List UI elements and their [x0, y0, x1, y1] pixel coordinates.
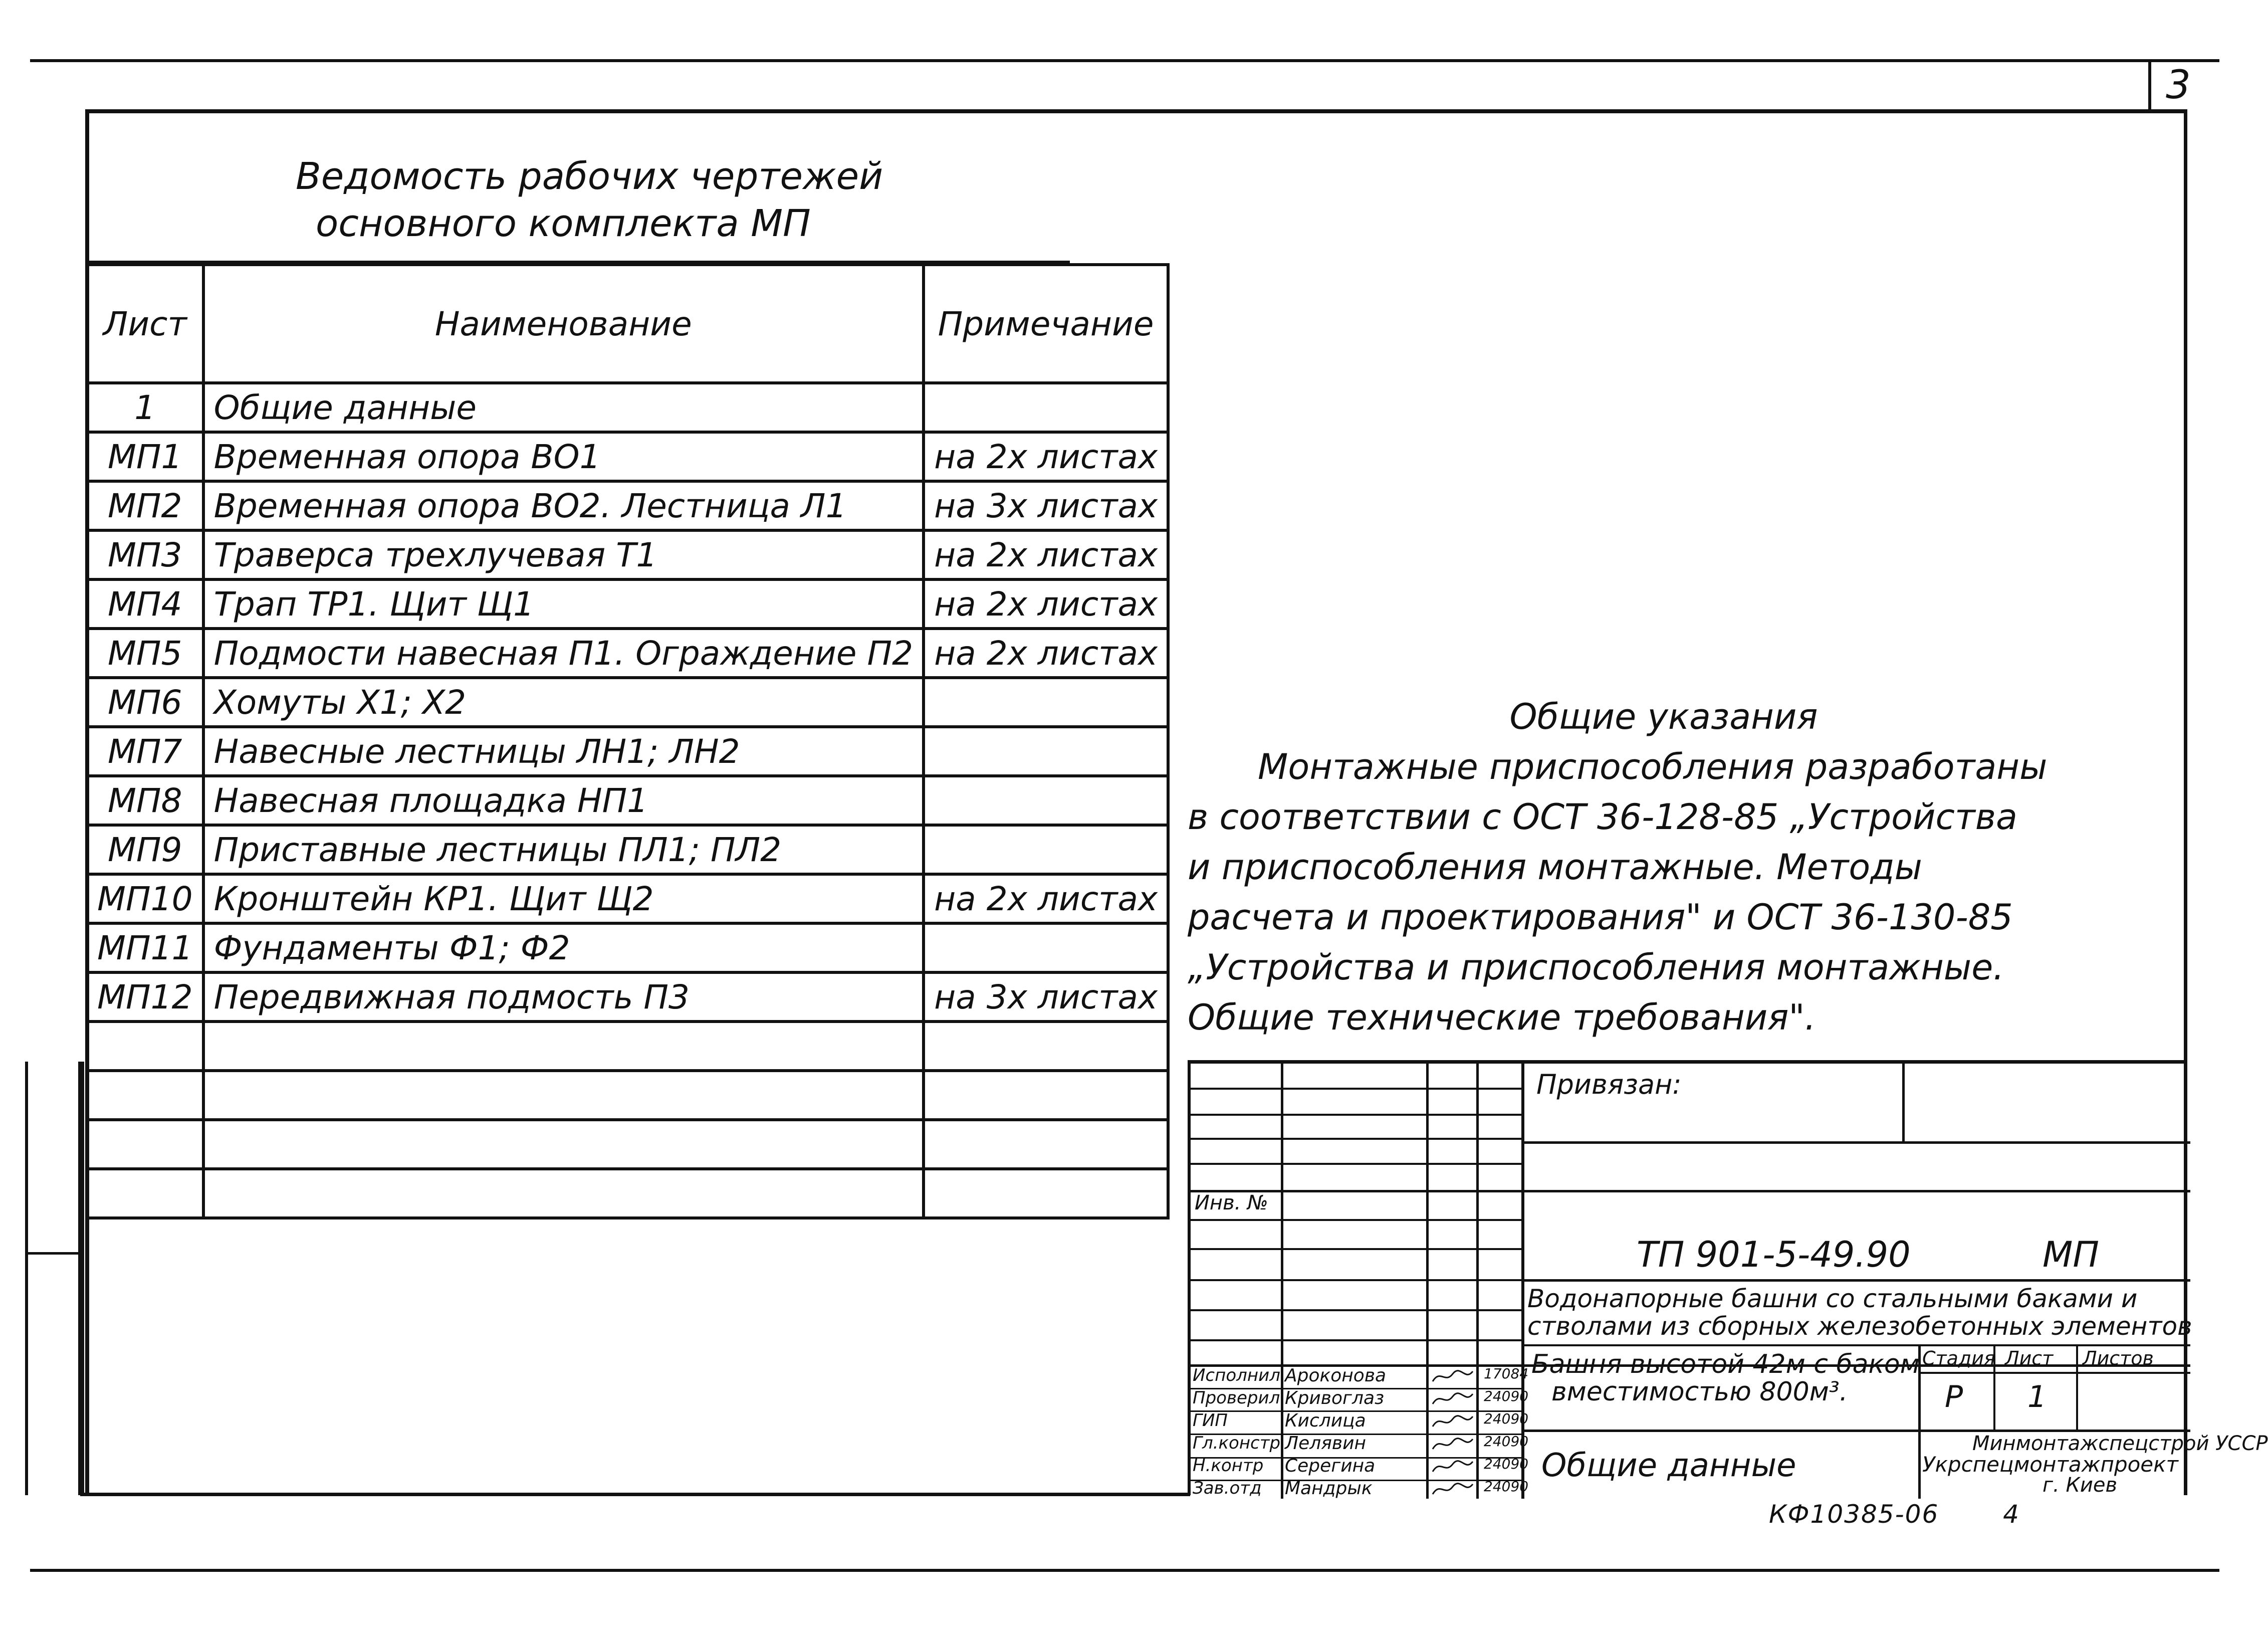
cell-sheet: МП3 [87, 530, 203, 579]
cell-sheet: МП6 [87, 678, 203, 727]
cell-note: на 2х листах [924, 874, 1168, 923]
project-name-line2: стволами из сборных железобетонных элементов [1527, 1312, 2192, 1341]
cell-name: Фундаменты Ф1; Ф2 [203, 923, 924, 972]
handwritten-signature [1430, 1411, 1475, 1432]
table-row [87, 629, 1168, 678]
signer-name: Серегина [1285, 1456, 1376, 1476]
general-notes [1188, 692, 2050, 1043]
signer-name: Ароконова [1285, 1365, 1387, 1386]
table-row [87, 579, 1168, 629]
bound-label: Привязан: [1536, 1069, 1682, 1100]
footer-code [1769, 1500, 2020, 1529]
table-row [87, 678, 1168, 727]
empty-table-row [87, 1120, 1168, 1169]
handwritten-signature [1430, 1479, 1475, 1499]
cell-sheet: МП1 [87, 432, 203, 481]
signer-date: 17084 [1484, 1365, 1529, 1382]
signer-role: Исполнил [1193, 1365, 1280, 1385]
project-name-line1: Водонапорные башни со стальными баками и [1527, 1284, 2138, 1313]
cell-name: Трап ТР1. Щит Щ1 [203, 579, 924, 629]
drawing-list-table [85, 263, 1170, 1219]
cell-name: Передвижная подмость П3 [203, 972, 924, 1022]
table-row [87, 727, 1168, 776]
set-mark: МП [2043, 1234, 2100, 1275]
signer-date: 24090 [1484, 1410, 1529, 1427]
cell-name: Навесная площадка НП1 [203, 776, 924, 825]
signer-role: ГИП [1193, 1410, 1228, 1431]
cell-note: на 3х листах [924, 972, 1168, 1022]
handwritten-signature [1430, 1389, 1475, 1409]
table-row [87, 383, 1168, 432]
table-row [87, 530, 1168, 579]
bottom-border-line [30, 1569, 2219, 1572]
organization-line1: Минмонтажспецстрой УССР [1972, 1432, 2268, 1455]
organization-line2: Укрспецмонтажпроект [1922, 1452, 2178, 1477]
cell-sheet: МП10 [87, 874, 203, 923]
cell-sheet: МП2 [87, 481, 203, 530]
object-line1: Башня высотой 42м с баком [1531, 1349, 1920, 1379]
cell-name: Подмости навесная П1. Ограждение П2 [203, 629, 924, 678]
general-notes-title: Общие указания [1509, 696, 1818, 737]
signer-name: Мандрык [1285, 1478, 1373, 1499]
sheet-number: 3 [2166, 63, 2191, 108]
signer-role: Проверил [1193, 1388, 1280, 1408]
stage-value: Р [1945, 1379, 1963, 1414]
cell-note: на 2х листах [924, 629, 1168, 678]
handwritten-signature [1430, 1366, 1475, 1386]
general-notes-body: Монтажные приспособления разработаны в соответствии с ОСТ 36-128-85 „Устройства и приспособления монтажные. Методы расчета и проектирования" и ОСТ 36-130-85 „Устройства и приспособления монтажные. Общие технические требования". [1188, 746, 2048, 1038]
signer-name: Лелявин [1285, 1433, 1367, 1454]
signer-name: Кривоглаз [1285, 1388, 1385, 1408]
cell-sheet: МП12 [87, 972, 203, 1022]
cell-name: Кронштейн КР1. Щит Щ2 [203, 874, 924, 923]
cell-note: на 2х листах [924, 530, 1168, 579]
cell-note: на 2х листах [924, 432, 1168, 481]
cell-sheet: МП11 [87, 923, 203, 972]
cell-name: Общие данные [203, 383, 924, 432]
header-note: Примечание [924, 265, 1168, 383]
inventory-label: Инв. № [1195, 1191, 1268, 1214]
margin-stamp-strip [25, 1062, 81, 1495]
cell-name: Временная опора ВО1 [203, 432, 924, 481]
table-header-row [87, 265, 1168, 383]
cell-note: на 2х листах [924, 579, 1168, 629]
cell-name: Приставные лестницы ПЛ1; ПЛ2 [203, 825, 924, 874]
empty-table-row [87, 1071, 1168, 1120]
archive-code: КФ10385-06 [1769, 1500, 1939, 1529]
signer-role: Н.контр [1193, 1456, 1264, 1476]
cell-sheet: МП4 [87, 579, 203, 629]
cell-note [924, 727, 1168, 776]
cell-name: Навесные лестницы ЛН1; ЛН2 [203, 727, 924, 776]
cell-sheet: МП5 [87, 629, 203, 678]
empty-table-row [87, 1169, 1168, 1218]
signer-name: Кислица [1285, 1410, 1366, 1431]
archive-page: 4 [2003, 1500, 2020, 1529]
cell-note [924, 383, 1168, 432]
organization-line3: г. Киев [2043, 1474, 2118, 1497]
table-row [87, 972, 1168, 1022]
table-row [87, 776, 1168, 825]
cell-note [924, 825, 1168, 874]
sheet-title: Общие данные [1541, 1447, 1796, 1484]
cell-note [924, 776, 1168, 825]
sheet-value: 1 [2027, 1379, 2047, 1414]
table-row [87, 432, 1168, 481]
cell-sheet: 1 [87, 383, 203, 432]
frame-bottom-line [80, 1493, 1190, 1496]
drawing-list-title [296, 153, 883, 247]
handwritten-signature [1430, 1457, 1475, 1477]
header-name: Наименование [203, 265, 924, 383]
drawing-list-title-line2: основного комплекта МП [316, 202, 811, 245]
handwritten-signature [1430, 1434, 1475, 1454]
sheet-label: Лист [2005, 1347, 2054, 1369]
cell-note [924, 678, 1168, 727]
table-row [87, 481, 1168, 530]
sheets-label: Листов [2083, 1347, 2154, 1369]
drawing-list-title-line1: Ведомость рабочих чертежей [296, 155, 883, 198]
cell-note: на 3х листах [924, 481, 1168, 530]
signer-date: 24090 [1484, 1456, 1529, 1472]
cell-sheet: МП7 [87, 727, 203, 776]
cell-name: Временная опора ВО2. Лестница Л1 [203, 481, 924, 530]
object-line2: вместимостью 800м³. [1551, 1377, 1848, 1407]
signer-date: 24090 [1484, 1478, 1529, 1495]
empty-table-row [87, 1022, 1168, 1071]
cell-name: Траверса трехлучевая Т1 [203, 530, 924, 579]
signer-date: 24090 [1484, 1388, 1529, 1404]
stage-label: Стадия [1922, 1347, 1995, 1369]
table-row [87, 923, 1168, 972]
cell-sheet: МП9 [87, 825, 203, 874]
table-row [87, 825, 1168, 874]
signer-date: 24090 [1484, 1433, 1529, 1450]
cell-note [924, 923, 1168, 972]
top-border-line [30, 59, 2219, 62]
drawing-list-body [87, 383, 1168, 1218]
cell-sheet: МП8 [87, 776, 203, 825]
cell-name: Хомуты Х1; Х2 [203, 678, 924, 727]
table-row [87, 874, 1168, 923]
signer-role: Гл.констр [1193, 1433, 1281, 1453]
title-block [1188, 1060, 2268, 1499]
signer-role: Зав.отд [1193, 1478, 1262, 1498]
header-sheet: Лист [87, 265, 203, 383]
document-code: ТП 901-5-49.90 [1637, 1234, 1911, 1275]
